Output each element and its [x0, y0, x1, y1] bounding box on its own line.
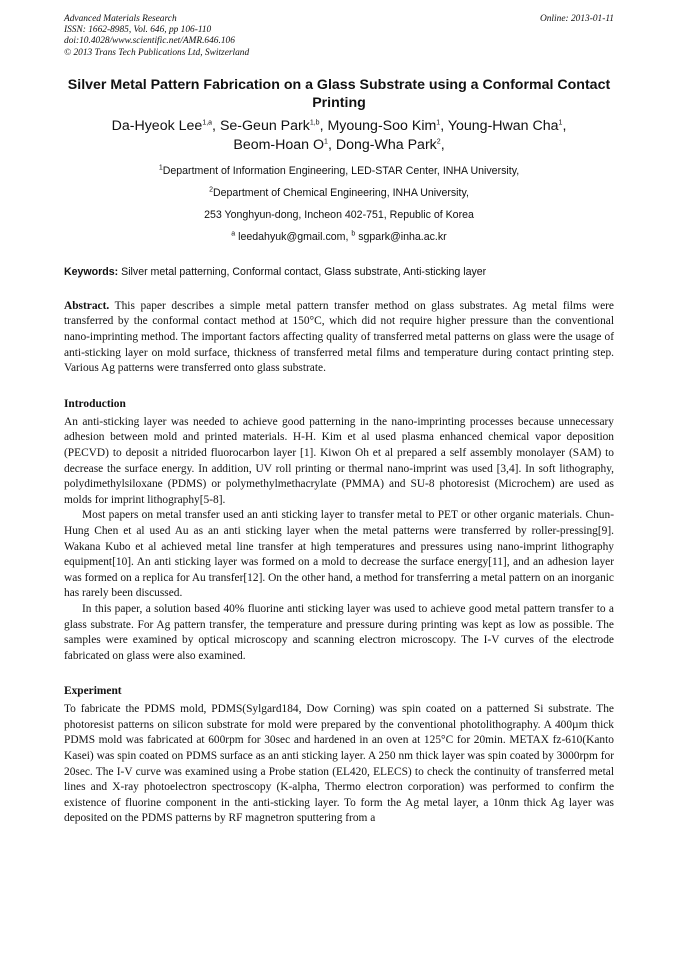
- affiliation-text: Department of Information Engineering, LED-STAR Center, INHA University,: [162, 164, 520, 177]
- author-affil-sup: 1: [436, 119, 441, 127]
- author-separator: ,: [319, 117, 328, 134]
- journal-name: Advanced Materials Research: [64, 14, 177, 24]
- author-affil-sup: 1: [558, 119, 563, 127]
- email-sup: b: [351, 230, 356, 238]
- author-name: Dong-Wha Park: [335, 136, 437, 153]
- author-affil-sup: 1,b: [309, 119, 320, 127]
- keywords-text: Silver metal patterning, Conformal contact, Glass substrate, Anti-sticking layer: [121, 265, 487, 278]
- paragraph: In this paper, a solution based 40% fluorine anti sticking layer was used to achieve good metal pattern transfer to a glass substrate. For Ag pattern transfer, the temperature and pressure during printing was kept as low as possible. The samples were examined by optical microscopy and scanning electron microscopy. The I-V curves of the electrode fabricated on glass were also examined.: [64, 602, 614, 662]
- author-name: Beom-Hoan O: [233, 136, 325, 153]
- email-b: sgpark@inha.ac.kr: [358, 230, 447, 243]
- affiliation-sup: 1: [158, 164, 163, 172]
- journal-header: [64, 14, 614, 59]
- copyright-line: © 2013 Trans Tech Publications Ltd, Switzerland: [64, 47, 250, 58]
- author-name: Young-Hwan Cha: [447, 117, 559, 134]
- author-affil-sup: 2: [436, 138, 441, 146]
- keywords: [64, 266, 614, 279]
- affiliation: [64, 187, 614, 200]
- author-affil-sup: 1: [324, 138, 328, 146]
- author-separator: ,: [440, 117, 448, 134]
- abstract: [64, 299, 614, 377]
- section-heading-experiment: Experiment: [64, 685, 122, 698]
- affiliation-address: [64, 209, 614, 222]
- keywords-label: Keywords:: [64, 265, 119, 278]
- email-a: leedahyuk@gmail.com,: [238, 230, 352, 243]
- author-name: Myoung-Soo Kim: [327, 117, 437, 134]
- author-emails: [64, 231, 614, 244]
- affiliation-sup: 2: [209, 186, 213, 194]
- email-sup: a: [231, 230, 236, 238]
- author-name: Da-Hyeok Lee: [111, 117, 203, 134]
- abstract-label: Abstract.: [64, 299, 110, 312]
- author-separator: ,: [440, 136, 445, 153]
- author-separator: ,: [327, 136, 336, 153]
- author-affil-sup: 1,a: [202, 119, 213, 127]
- paper-title: Silver Metal Pattern Fabrication on a Glass Substrate using a Conformal Contact Printing: [67, 76, 611, 111]
- affiliation-text: 253 Yonghyun-dong, Incheon 402-751, Republic of Korea: [204, 208, 474, 221]
- author-separator: ,: [212, 117, 220, 134]
- online-date: Online: 2013-01-11: [539, 14, 614, 24]
- author-list: [64, 117, 614, 155]
- section-heading-introduction: Introduction: [64, 397, 126, 410]
- paper-page: [64, 14, 614, 827]
- doi-line: doi:10.4028/www.scientific.net/AMR.646.106: [64, 36, 235, 47]
- paragraph: Most papers on metal transfer used an anti sticking layer to transfer metal to PET or other organic materials. Chun-Hung Chen et al used Au as an anti sticking layer when the metal patterns were transferred by roller-pressing[9]. Wakana Kubo et al achieved metal line transfer at high temperatures and pressures using nano-imprint lithography equipment[10]. An anti sticking layer was formed on a mold to decrease the surface energy[11], and an adhesion layer was formed on a replica for Au transfer[12]. On the other hand, a method for transferring a metal pattern on an inorganic has rarely been discussed.: [64, 509, 614, 600]
- paragraph: An anti-sticking layer was needed to achieve good patterning in the nano-imprinting processes because unnecessary adhesion between mold and printed materials. H-H. Kim et al used plasma enhanced chemical vapor deposition (PECVD) to deposit a nitrided fluorocarbon layer [1]. Kiwon Oh et al prepared a self assembly monolayer (SAM) to decrease the surface energy. In addition, UV roll printing or thermal nano-imprint was used [3,4]. In soft lithography, polydimethylsiloxane (PDMS) or polymethylmethacrylate (PMMA) and SU-8 photoresist (Microchem) are used as molds for imprint lithography[5-8].: [64, 415, 614, 506]
- affiliation-text: Department of Chemical Engineering, INHA University,: [212, 186, 469, 199]
- abstract-text: This paper describes a simple metal pattern transfer method on glass substrates. Ag metal films were transferred by the conformal contact method at 150°C, which did not require higher pressure than the conventional nano-imprinting method. The important factors affecting quality of transferred metal patterns on glass were the usage of anti-sticking layer on mold surface, thickness of transferred metal films and temperature during contact printing step. Various Ag patterns were transferred onto glass substrate.: [64, 299, 614, 375]
- author-separator: ,: [562, 117, 567, 134]
- author-name: Se-Geun Park: [219, 117, 310, 134]
- issn-line: ISSN: 1662-8985, Vol. 646, pp 106-110: [64, 25, 212, 36]
- affiliation: [64, 165, 614, 178]
- paragraph: To fabricate the PDMS mold, PDMS(Sylgard184, Dow Corning) was spin coated on a patterned Si substrate. The photoresist patterns on silicon substrate for mold were prepared by the conventional photolithography. A 400µm thick PDMS mold was fabricated at 600rpm for 30sec and hardened in an oven at 125°C for 20min. METAX fz-610(Kanto Kasei) was spin coated on PDMS surface as an anti sticking layer. A 250 nm thick layer was spin coated by 3000rpm for 20sec. The I-V curve was examined using a Probe station (EL420, ELECS) to check the continuity of transferred metal lines and X-ray photoelectron spectroscopy (K-alpha, Thermo electron corporation) was performed to confirm the existence of fluorine component in the anti-sticking layer. To form the Ag metal layer, a 10nm thick Ag layer was deposited on the PDMS patterns by RF magnetron sputtering from a: [64, 703, 614, 825]
